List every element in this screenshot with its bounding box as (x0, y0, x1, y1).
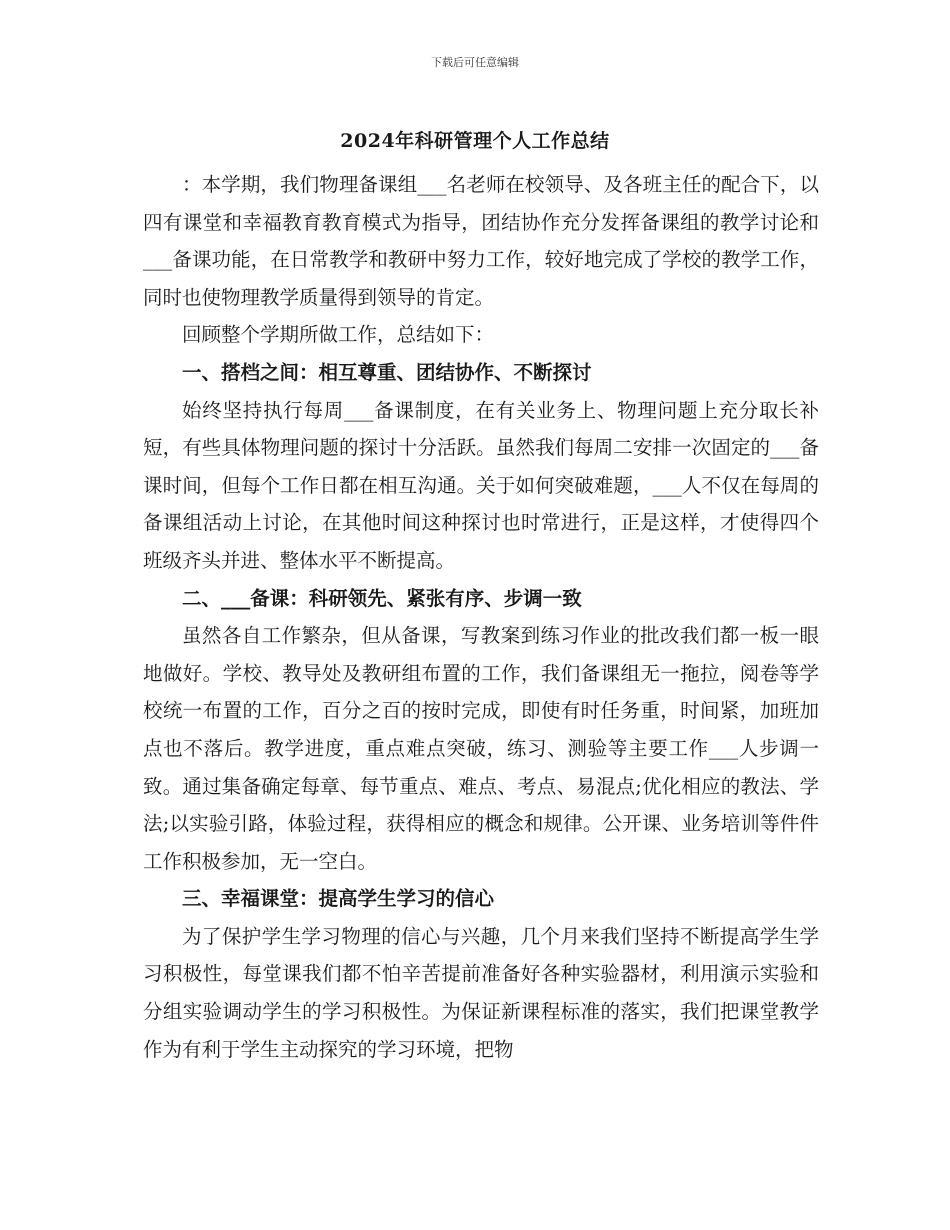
document-body (143, 166, 819, 1068)
section-heading-3: 三、幸福课堂：提高学生学习的信心 (182, 887, 495, 911)
section-heading-2: 二、___备课：科研领先、紧张有序、步调一致 (182, 586, 582, 610)
paragraph-section-3: 为了保护学生学习物理的信心与兴趣，几个月来我们坚持不断提高学生学习积极性，每堂课我们都不怕辛苦提前准备好各种实验器材，利用演示实验和分组实验调动学生的学习积极性。为保证新课程标准的落实，我们把课堂教学作为有利于学生主动探究的学习环境，把物 (143, 924, 819, 1061)
paragraph-intro: ：本学期，我们物理备课组___名老师在校领导、及各班主任的配合下，以四有课堂和幸福教育教育模式为指导，团结协作充分发挥备课组的教学讨论和___备课功能，在日常教学和教研中努力工作，较好地完成了学校的教学工作，同时也使物理教学质量得到领导的肯定。 (143, 173, 819, 309)
document-title: 2024年科研管理个人工作总结 (340, 130, 610, 152)
paragraph-section-2: 虽然各自工作繁杂，但从备课，写教案到练习作业的批改我们都一板一眼地做好。学校、教导处及教研组布置的工作，我们备课组无一拖拉，阅卷等学校统一布置的工作，百分之百的按时完成，即使有时任务重，时间紧，加班加点也不落后。教学进度，重点难点突破，练习、测验等主要工作___人步调一致。通过集备确定每章、每节重点、难点、考点、易混点;优化相应的教法、学法;以实验引路，体验过程，获得相应的概念和规律。公开课、业务培训等件件工作积极参加，无一空白。 (143, 624, 819, 873)
paragraph-review: 回顾整个学期所做工作，总结如下： (182, 323, 495, 347)
header-note: 下载后可任意编辑 (431, 56, 519, 69)
section-heading-1: 一、搭档之间：相互尊重、团结协作、不断探讨 (182, 360, 592, 384)
paragraph-section-1: 始终坚持执行每周___备课制度，在有关业务上、物理问题上充分取长补短，有些具体物理问题的探讨十分活跃。虽然我们每周二安排一次固定的___备课时间，但每个工作日都在相互沟通。关于如何突破难题，___人不仅在每周的备课组活动上讨论，在其他时间这种探讨也时常进行，正是这样，才使得四个班级齐头并进、整体水平不断提高。 (143, 398, 819, 572)
